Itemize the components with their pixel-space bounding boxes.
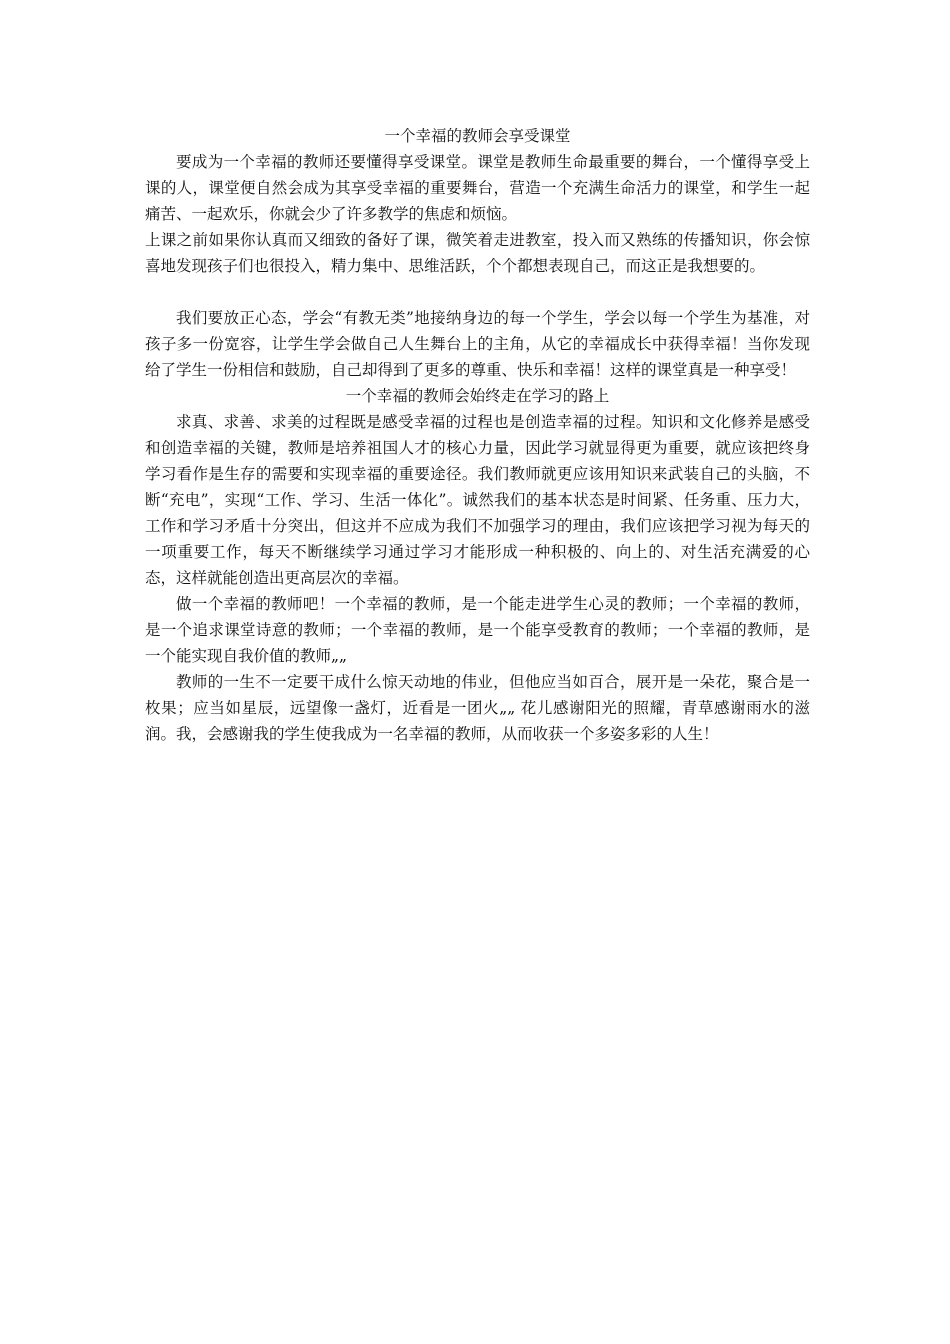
section-1-title: 一个幸福的教师会享受课堂: [384, 127, 571, 145]
blank-line: [145, 279, 810, 305]
section-1-paragraph-3: 我们要放正心态，学会“有教无类”地接纳身边的每一个学生，学会以每一个学生为基准，对孩子多一份宽容，让学生学会做自己人生舞台上的主角，从它的幸福成长中获得幸福！当你发现给了学生一份相信和鼓励，自己却得到了更多的尊重、快乐和幸福！这样的课堂真是一种享受！: [145, 309, 810, 379]
section-1-paragraph-1: 要成为一个幸福的教师还要懂得享受课堂。课堂是教师生命最重要的舞台，一个懂得享受上课的人，课堂便自然会成为其享受幸福的重要舞台，营造一个充满生命活力的课堂，和学生一起痛苦、一起欢乐，你就会少了许多教学的焦虑和烦恼。: [145, 153, 810, 223]
section-2-title: 一个幸福的教师会始终走在学习的路上: [345, 387, 610, 405]
section-2-paragraph-2: 做一个幸福的教师吧！一个幸福的教师，是一个能走进学生心灵的教师；一个幸福的教师，是一个追求课堂诗意的教师；一个幸福的教师，是一个能享受教育的教师；一个幸福的教师，是一个能实现自我价值的教师„„: [145, 595, 810, 665]
document-body: [145, 123, 810, 747]
section-2-paragraph-3: 教师的一生不一定要干成什么惊天动地的伟业，但他应当如百合，展开是一朵花，聚合是一枚果；应当如星辰，远望像一盏灯，近看是一团火„„ 花儿感谢阳光的照耀，青草感谢雨水的滋润。我，会感谢我的学生使我成为一名幸福的教师，从而收获一个多姿多彩的人生！: [145, 673, 810, 743]
section-2-paragraph-1: 求真、求善、求美的过程既是感受幸福的过程也是创造幸福的过程。知识和文化修养是感受和创造幸福的关键，教师是培养祖国人才的核心力量，因此学习就显得更为重要，就应该把终身学习看作是生存的需要和实现幸福的重要途径。我们教师就更应该用知识来武装自己的头脑，不断“充电”，实现“工作、学习、生活一体化”。诚然我们的基本状态是时间紧、任务重、压力大，工作和学习矛盾十分突出，但这并不应成为我们不加强学习的理由，我们应该把学习视为每天的一项重要工作，每天不断继续学习通过学习才能形成一种积极的、向上的、对生活充满爱的心态，这样就能创造出更高层次的幸福。: [145, 413, 810, 587]
section-1-paragraph-2: 上课之前如果你认真而又细致的备好了课，微笑着走进教室，投入而又熟练的传播知识，你会惊喜地发现孩子们也很投入，精力集中、思维活跃，个个都想表现自己，而这正是我想要的。: [145, 231, 810, 275]
